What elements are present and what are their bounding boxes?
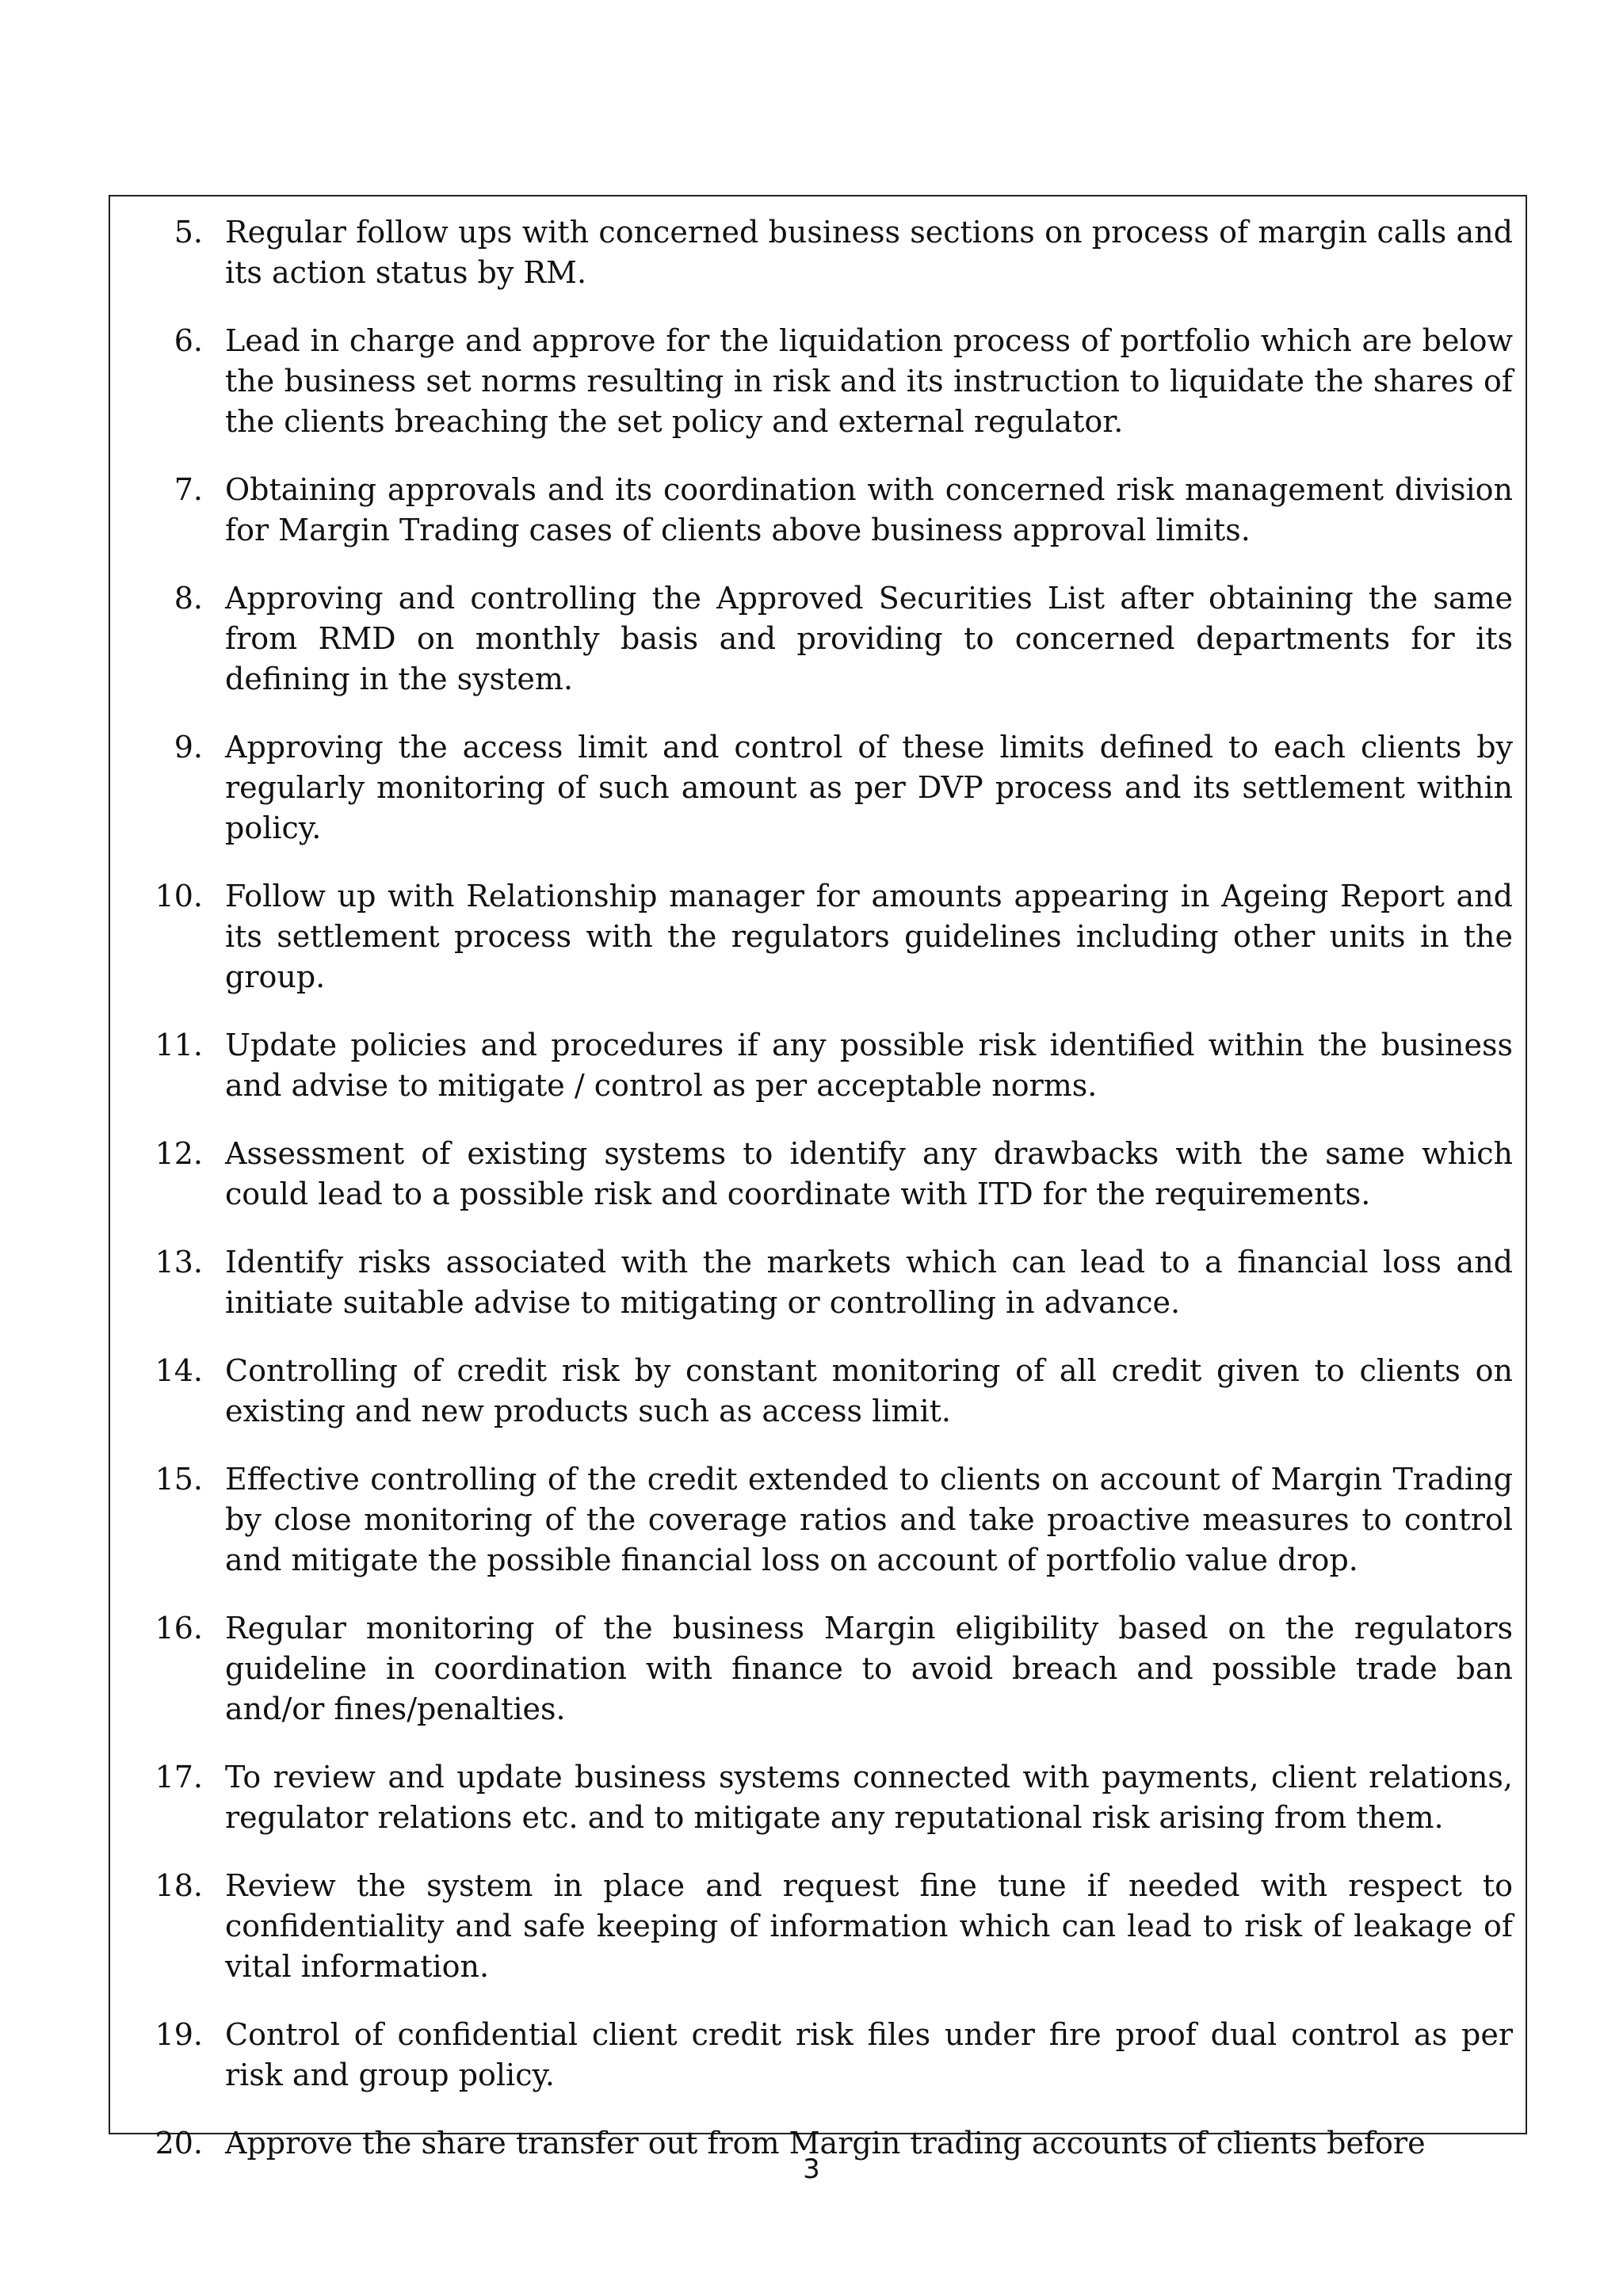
list-item-number: 17. <box>155 1760 203 1794</box>
list-item-text: Lead in charge and approve for the liquidation process of portfolio which are below the business set norms resulting in risk and its instruction to liquidate the shares of the clients breaching the set policy and external regulator. <box>225 323 1513 439</box>
list-item-text: Review the system in place and request fine tune if needed with respect to confidentiality and safe keeping of information which can lead to risk of leakage of vital information. <box>225 1868 1513 1984</box>
list-item-text: Control of confidential client credit risk files under fire proof dual control as per risk and group policy. <box>225 2017 1513 2092</box>
list-item-text: Identify risks associated with the markets which can lead to a financial loss and initiate suitable advise to mitigating or controlling in advance. <box>225 1245 1513 1320</box>
list-item-number: 5. <box>174 215 203 250</box>
list-item-number: 18. <box>155 1868 203 1903</box>
list-item-text: Controlling of credit risk by constant monitoring of all credit given to clients on existing and new products such as access limit. <box>225 1353 1513 1428</box>
list-item-text: Regular monitoring of the business Margin eligibility based on the regulators guideline in coordination with finance to avoid breach and possible trade ban and/or fines/penalties. <box>225 1611 1513 1726</box>
list-item-number: 12. <box>155 1136 203 1171</box>
list-item-number: 6. <box>174 323 203 358</box>
list-item-text: Effective controlling of the credit extended to clients on account of Margin Trading by close monitoring of the coverage ratios and take proactive measures to control and mitigate the possible financial loss on account of portfolio value drop. <box>225 1462 1513 1577</box>
list-item-number: 20. <box>155 2126 203 2161</box>
list-item-text: To review and update business systems connected with payments, client relations, regulator relations etc. and to mitigate any reputational risk arising from them. <box>225 1760 1513 1835</box>
list-item <box>110 2015 1526 2096</box>
list-item-text: Update policies and procedures if any possible risk identified within the business and advise to mitigate / control as per acceptable norms. <box>225 1028 1513 1103</box>
list-item <box>110 1608 1526 1730</box>
list-item-number: 15. <box>155 1462 203 1497</box>
list-item-number: 10. <box>155 879 203 913</box>
list-item <box>110 1757 1526 1838</box>
list-item-number: 9. <box>174 730 203 765</box>
list-item <box>110 212 1526 293</box>
list-item <box>110 876 1526 997</box>
list-item <box>110 1351 1526 1432</box>
list-item-text: Obtaining approvals and its coordination with concerned risk management division for Margin Trading cases of clients above business approval limits. <box>225 472 1513 547</box>
list-item-number: 7. <box>174 472 203 507</box>
list-item-number: 11. <box>155 1028 203 1062</box>
list-item-text: Approve the share transfer out from Margin trading accounts of clients before <box>225 2126 1426 2161</box>
list-item-text: Approving and controlling the Approved Securities List after obtaining the same from RMD on monthly basis and providing to concerned departments for its defining in the system. <box>225 581 1513 696</box>
list-item-number: 19. <box>155 2017 203 2052</box>
list-item-number: 14. <box>155 1353 203 1388</box>
content-frame <box>109 195 1527 2161</box>
list-item <box>110 1459 1526 1581</box>
list-item-text: Regular follow ups with concerned business sections on process of margin calls and its action status by RM. <box>225 215 1513 290</box>
list-item-text: Assessment of existing systems to identify any drawbacks with the same which could lead to a possible risk and coordinate with ITD for the requirements. <box>225 1136 1513 1211</box>
list-item <box>110 1242 1526 1323</box>
list-item <box>110 1025 1526 1106</box>
list-item-number: 13. <box>155 1245 203 1280</box>
list-item-number: 16. <box>155 1611 203 1646</box>
list-item <box>110 1134 1526 1215</box>
list-item-text: Approving the access limit and control of these limits defined to each clients by regularly monitoring of such amount as per DVP process and its settlement within policy. <box>225 730 1513 845</box>
list-item <box>110 321 1526 442</box>
list-item-text: Follow up with Relationship manager for amounts appearing in Ageing Report and its settlement process with the regulators guidelines including other units in the group. <box>225 879 1513 994</box>
list-item-number: 8. <box>174 581 203 616</box>
list-item <box>110 727 1526 849</box>
list-item <box>110 470 1526 551</box>
responsibility-list <box>110 212 1526 2191</box>
page-number: 3 <box>803 2153 820 2185</box>
list-item <box>110 1866 1526 1987</box>
list-item <box>110 578 1526 700</box>
